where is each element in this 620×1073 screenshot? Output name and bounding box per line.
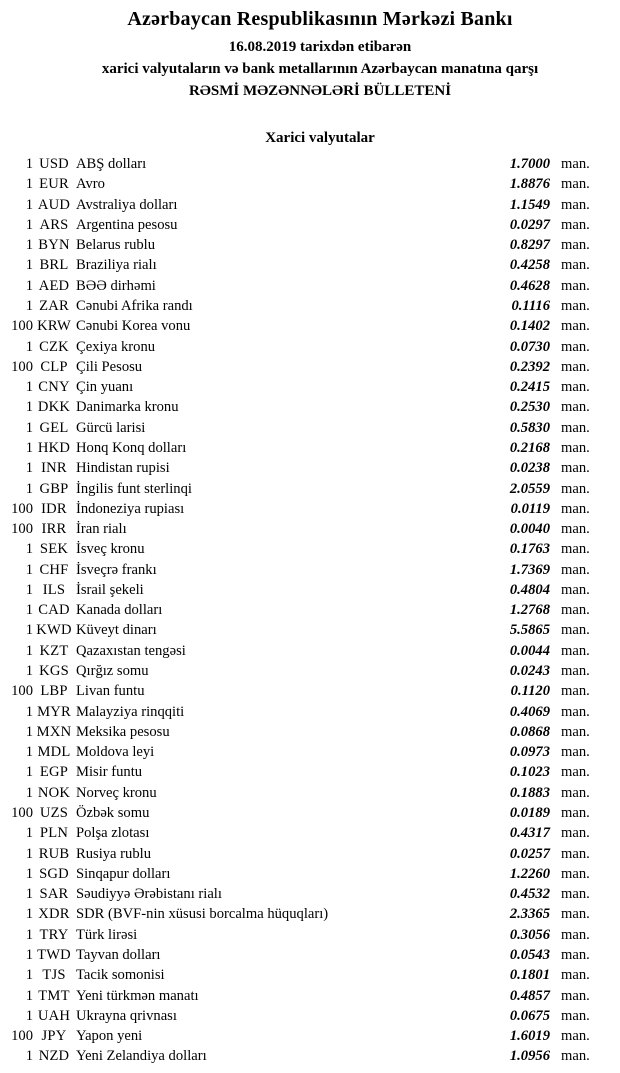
rate-unit-label: man. xyxy=(561,703,590,720)
nominal-value: 1 xyxy=(25,581,33,598)
rate-unit-label: man. xyxy=(561,521,590,538)
nominal-value: 1 xyxy=(25,439,33,456)
currency-name: Belarus rublu xyxy=(76,237,156,254)
currency-code: ARS xyxy=(39,216,69,233)
currency-name: Polşa zlotası xyxy=(76,825,150,842)
currency-code: LBP xyxy=(40,683,68,700)
rate-value: 0.0868 xyxy=(509,723,550,740)
currency-code: CZK xyxy=(39,338,69,355)
currency-code: UAH xyxy=(37,1007,71,1024)
rate-value: 5.5865 xyxy=(509,622,550,639)
currency-code: IRR xyxy=(41,521,67,538)
table-row xyxy=(0,702,620,722)
rate-unit-label: man. xyxy=(561,987,590,1004)
nominal-value: 1 xyxy=(25,176,33,193)
rate-value: 0.5830 xyxy=(509,419,550,436)
rate-unit-label: man. xyxy=(561,237,590,254)
nominal-value: 100 xyxy=(11,805,33,821)
table-row xyxy=(0,235,620,255)
rate-value: 0.0543 xyxy=(509,946,550,963)
rate-value: 0.4532 xyxy=(509,886,550,903)
rate-unit-label: man. xyxy=(561,379,590,396)
rate-value: 0.4857 xyxy=(509,987,550,1004)
subtitle-line: xarici valyutaların və bank metallarının Azərbaycan manatına qarşı xyxy=(101,61,539,77)
nominal-value: 1 xyxy=(25,602,33,619)
currency-code: IDR xyxy=(41,500,67,517)
nominal-value: 1 xyxy=(25,460,33,477)
table-row xyxy=(0,641,620,661)
rate-unit-label: man. xyxy=(561,257,590,274)
currency-name: ABŞ dolları xyxy=(76,156,147,172)
nominal-value: 1 xyxy=(25,379,33,396)
table-row xyxy=(0,255,620,275)
bank-title: Azərbaycan Respublikasının Mərkəzi Bankı xyxy=(127,8,513,30)
table-row xyxy=(0,742,620,762)
rate-value: 1.2260 xyxy=(509,865,550,882)
nominal-value: 1 xyxy=(25,1007,33,1024)
rate-unit-label: man. xyxy=(561,277,590,294)
rate-unit-label: man. xyxy=(561,663,590,680)
currency-code: KZT xyxy=(39,642,69,659)
rate-value: 0.0189 xyxy=(509,805,550,821)
nominal-value: 1 xyxy=(25,906,33,923)
rate-value: 0.1023 xyxy=(509,764,550,781)
nominal-value: 1 xyxy=(25,784,33,801)
table-row xyxy=(0,925,620,945)
rate-unit-label: man. xyxy=(561,500,590,517)
rate-value: 0.0044 xyxy=(509,642,550,659)
rate-value: 0.8297 xyxy=(509,237,550,254)
table-row xyxy=(0,377,620,397)
currency-name: Yeni türkmən manatı xyxy=(76,987,199,1004)
rate-value: 0.1402 xyxy=(509,318,550,335)
currency-code: MDL xyxy=(37,744,71,761)
rate-value: 0.2530 xyxy=(509,399,550,416)
currency-name: Qırğız somu xyxy=(76,663,149,680)
rate-value: 0.2392 xyxy=(509,358,550,375)
currency-code: TRY xyxy=(39,926,69,943)
rate-value: 0.1116 xyxy=(511,297,550,314)
nominal-value: 1 xyxy=(25,156,33,172)
table-row xyxy=(0,904,620,924)
rate-value: 0.0730 xyxy=(509,338,550,355)
currency-name: İran rialı xyxy=(76,521,127,538)
nominal-value: 100 xyxy=(11,318,33,335)
table-row xyxy=(0,864,620,884)
table-row xyxy=(0,762,620,782)
table-row xyxy=(0,722,620,742)
rate-value: 0.1763 xyxy=(509,541,550,558)
table-row xyxy=(0,945,620,965)
nominal-value: 1 xyxy=(25,845,33,862)
table-row xyxy=(0,986,620,1006)
nominal-value: 1 xyxy=(25,967,33,984)
rate-unit-label: man. xyxy=(561,784,590,801)
table-row xyxy=(0,884,620,904)
currency-name: Moldova leyi xyxy=(76,744,155,761)
currency-code: MXN xyxy=(36,723,72,740)
nominal-value: 1 xyxy=(25,399,33,416)
rate-unit-label: man. xyxy=(561,926,590,943)
section-title-foreign-currencies: Xarici valyutalar xyxy=(265,130,375,146)
currency-code: BYN xyxy=(38,237,70,254)
currency-name: İsrail şekeli xyxy=(76,581,144,598)
rate-unit-label: man. xyxy=(561,358,590,375)
nominal-value: 1 xyxy=(25,480,33,497)
nominal-value: 1 xyxy=(25,561,33,578)
rate-unit-label: man. xyxy=(561,622,590,639)
nominal-value: 1 xyxy=(25,987,33,1004)
currency-code: UZS xyxy=(39,805,69,821)
nominal-value: 1 xyxy=(25,946,33,963)
table-row xyxy=(0,1046,620,1066)
currency-name: Danimarka kronu xyxy=(76,399,179,416)
rate-value: 0.0119 xyxy=(510,500,550,517)
currency-name: İsveç kronu xyxy=(76,541,145,558)
table-row xyxy=(0,215,620,235)
rate-value: 1.8876 xyxy=(509,176,550,193)
rate-unit-label: man. xyxy=(561,865,590,882)
currency-code: CNY xyxy=(38,379,70,396)
currency-code: SGD xyxy=(39,865,69,882)
table-row xyxy=(0,316,620,336)
currency-code: BRL xyxy=(39,257,69,274)
rate-unit-label: man. xyxy=(561,176,590,193)
nominal-value: 100 xyxy=(11,500,33,517)
rate-value: 1.7369 xyxy=(509,561,550,578)
rate-value: 1.7000 xyxy=(509,156,550,172)
currency-code: MYR xyxy=(37,703,71,720)
rate-unit-label: man. xyxy=(561,460,590,477)
rate-value: 0.1801 xyxy=(509,967,550,984)
rate-value: 0.4628 xyxy=(509,277,550,294)
currency-code: USD xyxy=(39,156,69,172)
rate-value: 1.1549 xyxy=(509,196,550,213)
currency-name: Yapon yeni xyxy=(76,1028,143,1045)
currency-name: Livan funtu xyxy=(76,683,145,700)
table-row xyxy=(0,661,620,681)
currency-name: Qazaxıstan tengəsi xyxy=(76,642,186,659)
rate-value: 2.3365 xyxy=(509,906,550,923)
rate-unit-label: man. xyxy=(561,967,590,984)
table-row xyxy=(0,803,620,823)
rate-value: 0.0675 xyxy=(509,1007,550,1024)
currency-name: Kanada dolları xyxy=(76,602,163,619)
rate-unit-label: man. xyxy=(561,845,590,862)
rate-unit-label: man. xyxy=(561,723,590,740)
currency-code: ZAR xyxy=(39,297,69,314)
table-row xyxy=(0,499,620,519)
table-row xyxy=(0,519,620,539)
currency-code: RUB xyxy=(38,845,70,862)
currency-name: Argentina pesosu xyxy=(76,216,178,233)
rate-unit-label: man. xyxy=(561,1028,590,1045)
rate-value: 0.0238 xyxy=(509,460,550,477)
nominal-value: 1 xyxy=(25,541,33,558)
rate-value: 0.0040 xyxy=(509,521,550,538)
nominal-value: 1 xyxy=(25,764,33,781)
currency-name: Səudiyyə Ərəbistanı rialı xyxy=(76,886,222,903)
rate-unit-label: man. xyxy=(561,683,590,700)
rate-unit-label: man. xyxy=(561,480,590,497)
rate-unit-label: man. xyxy=(561,439,590,456)
currency-code: PLN xyxy=(39,825,69,842)
rate-value: 0.4258 xyxy=(509,257,550,274)
rate-unit-label: man. xyxy=(561,581,590,598)
currency-name: Norveç kronu xyxy=(76,784,157,801)
currency-name: İsveçrə frankı xyxy=(76,561,157,578)
rate-unit-label: man. xyxy=(561,1007,590,1024)
currency-name: BƏƏ dirhəmi xyxy=(76,277,156,294)
currency-name: Tacik somonisi xyxy=(76,967,165,984)
table-row xyxy=(0,560,620,580)
nominal-value: 100 xyxy=(11,358,33,375)
currency-name: Çexiya kronu xyxy=(76,338,156,355)
nominal-value: 100 xyxy=(11,683,33,700)
nominal-value: 1 xyxy=(25,886,33,903)
rate-unit-label: man. xyxy=(561,1048,590,1065)
currency-name: Tayvan dolları xyxy=(76,946,161,963)
rate-value: 0.0257 xyxy=(509,845,550,862)
nominal-value: 1 xyxy=(25,703,33,720)
currency-name: Küveyt dinarı xyxy=(76,622,157,639)
currency-name: Honq Konq dolları xyxy=(76,439,187,456)
rate-unit-label: man. xyxy=(561,602,590,619)
nominal-value: 1 xyxy=(25,196,33,213)
currency-name: Özbək somu xyxy=(76,805,150,821)
currency-code: CLP xyxy=(40,358,68,375)
table-row xyxy=(0,438,620,458)
rate-value: 0.0297 xyxy=(509,216,550,233)
currency-name: Çin yuanı xyxy=(76,379,134,396)
table-row xyxy=(0,276,620,296)
currency-name: İngilis funt sterlinqi xyxy=(76,480,192,497)
rate-value: 1.2768 xyxy=(509,602,550,619)
currency-name: Çili Pesosu xyxy=(76,358,143,375)
nominal-value: 1 xyxy=(25,1048,33,1065)
nominal-value: 1 xyxy=(25,926,33,943)
rate-unit-label: man. xyxy=(561,216,590,233)
table-row xyxy=(0,174,620,194)
currency-code: TWD xyxy=(37,946,71,963)
currency-code: INR xyxy=(41,460,67,477)
table-row xyxy=(0,823,620,843)
currency-code: KRW xyxy=(37,318,71,335)
rate-unit-label: man. xyxy=(561,541,590,558)
currency-name: Braziliya rialı xyxy=(76,257,157,274)
table-row xyxy=(0,965,620,985)
nominal-value: 1 xyxy=(25,216,33,233)
table-row xyxy=(0,580,620,600)
rate-value: 0.0243 xyxy=(509,663,550,680)
currency-name: Hindistan rupisi xyxy=(76,460,170,477)
currency-name: Avro xyxy=(76,176,105,193)
rate-unit-label: man. xyxy=(561,156,590,172)
currency-name: Ukrayna qrivnası xyxy=(76,1007,177,1024)
currency-code: NZD xyxy=(38,1048,70,1065)
rate-value: 0.1120 xyxy=(510,683,550,700)
nominal-value: 1 xyxy=(25,744,33,761)
rate-value: 0.1883 xyxy=(509,784,550,801)
table-row xyxy=(0,357,620,377)
nominal-value: 1 xyxy=(25,825,33,842)
rate-unit-label: man. xyxy=(561,642,590,659)
table-row xyxy=(0,397,620,417)
rate-unit-label: man. xyxy=(561,561,590,578)
currency-code: SEK xyxy=(39,541,69,558)
rate-value: 0.0973 xyxy=(509,744,550,761)
currency-rate-table xyxy=(0,154,620,1067)
table-row xyxy=(0,539,620,559)
nominal-value: 100 xyxy=(11,1028,33,1045)
currency-code: TJS xyxy=(42,967,66,984)
rate-unit-label: man. xyxy=(561,906,590,923)
table-row xyxy=(0,681,620,701)
rate-unit-label: man. xyxy=(561,886,590,903)
rate-value: 0.4317 xyxy=(509,825,550,842)
currency-code: EUR xyxy=(39,176,69,193)
currency-code: KGS xyxy=(39,663,69,680)
currency-code: AUD xyxy=(37,196,71,213)
rate-unit-label: man. xyxy=(561,825,590,842)
nominal-value: 1 xyxy=(25,257,33,274)
rate-value: 0.2415 xyxy=(509,379,550,396)
currency-code: KWD xyxy=(36,622,72,639)
nominal-value: 100 xyxy=(11,521,33,538)
rate-unit-label: man. xyxy=(561,805,590,821)
table-row xyxy=(0,783,620,803)
nominal-value: 1 xyxy=(25,338,33,355)
nominal-value: 1 xyxy=(25,642,33,659)
rate-unit-label: man. xyxy=(561,338,590,355)
currency-code: AED xyxy=(38,277,70,294)
currency-name: SDR (BVF-nin xüsusi borcalma hüquqları) xyxy=(76,906,329,923)
nominal-value: 1 xyxy=(25,723,33,740)
table-row xyxy=(0,600,620,620)
currency-code: ILS xyxy=(42,581,66,598)
currency-code: NOK xyxy=(37,784,71,801)
nominal-value: 1 xyxy=(25,663,33,680)
table-row xyxy=(0,418,620,438)
currency-name: İndoneziya rupiası xyxy=(76,500,185,517)
currency-code: TMT xyxy=(38,987,70,1004)
currency-code: SAR xyxy=(39,886,69,903)
currency-name: Yeni Zelandiya dolları xyxy=(76,1048,207,1065)
currency-name: Misir funtu xyxy=(76,764,143,781)
currency-code: EGP xyxy=(39,764,69,781)
rate-value: 0.3056 xyxy=(509,926,550,943)
rate-unit-label: man. xyxy=(561,744,590,761)
currency-name: Cənubi Afrika randı xyxy=(76,297,193,314)
rate-value: 0.4069 xyxy=(509,703,550,720)
rate-value: 2.0559 xyxy=(509,480,550,497)
rate-value: 1.6019 xyxy=(509,1028,550,1045)
nominal-value: 1 xyxy=(25,419,33,436)
currency-name: Malayziya rinqqiti xyxy=(76,703,185,720)
currency-name: Avstraliya dolları xyxy=(76,196,178,213)
effective-date-line: 16.08.2019 tarixdən etibarən xyxy=(228,39,412,55)
rate-unit-label: man. xyxy=(561,399,590,416)
currency-code: GBP xyxy=(39,480,69,497)
bulletin-title: RƏSMİ MƏZƏNNƏLƏRİ BÜLLETENİ xyxy=(188,83,452,99)
rate-value: 1.0956 xyxy=(509,1048,550,1065)
table-row xyxy=(0,195,620,215)
rate-unit-label: man. xyxy=(561,297,590,314)
currency-code: DKK xyxy=(37,399,71,416)
currency-code: CHF xyxy=(39,561,69,578)
table-row xyxy=(0,1006,620,1026)
nominal-value: 1 xyxy=(25,297,33,314)
table-row xyxy=(0,844,620,864)
table-row xyxy=(0,154,620,174)
table-row xyxy=(0,458,620,478)
currency-name: Rusiya rublu xyxy=(76,845,151,862)
table-row xyxy=(0,620,620,640)
nominal-value: 1 xyxy=(25,622,33,639)
nominal-value: 1 xyxy=(25,865,33,882)
currency-code: JPY xyxy=(41,1028,67,1045)
rate-unit-label: man. xyxy=(561,946,590,963)
rate-unit-label: man. xyxy=(561,764,590,781)
rate-unit-label: man. xyxy=(561,419,590,436)
currency-name: Türk lirəsi xyxy=(76,926,138,943)
currency-code: HKD xyxy=(37,439,71,456)
rate-value: 0.4804 xyxy=(509,581,550,598)
rate-unit-label: man. xyxy=(561,318,590,335)
table-row xyxy=(0,296,620,316)
table-row xyxy=(0,337,620,357)
currency-name: Meksika pesosu xyxy=(76,723,170,740)
table-row xyxy=(0,479,620,499)
currency-name: Gürcü larisi xyxy=(76,419,146,436)
currency-name: Cənubi Korea vonu xyxy=(76,318,191,335)
rate-unit-label: man. xyxy=(561,196,590,213)
nominal-value: 1 xyxy=(25,237,33,254)
currency-code: CAD xyxy=(38,602,70,619)
rate-value: 0.2168 xyxy=(509,439,550,456)
currency-code: XDR xyxy=(38,906,70,923)
document-header xyxy=(0,6,620,102)
currency-name: Sinqapur dolları xyxy=(76,865,171,882)
nominal-value: 1 xyxy=(25,277,33,294)
currency-code: GEL xyxy=(39,419,69,436)
table-row xyxy=(0,1026,620,1046)
